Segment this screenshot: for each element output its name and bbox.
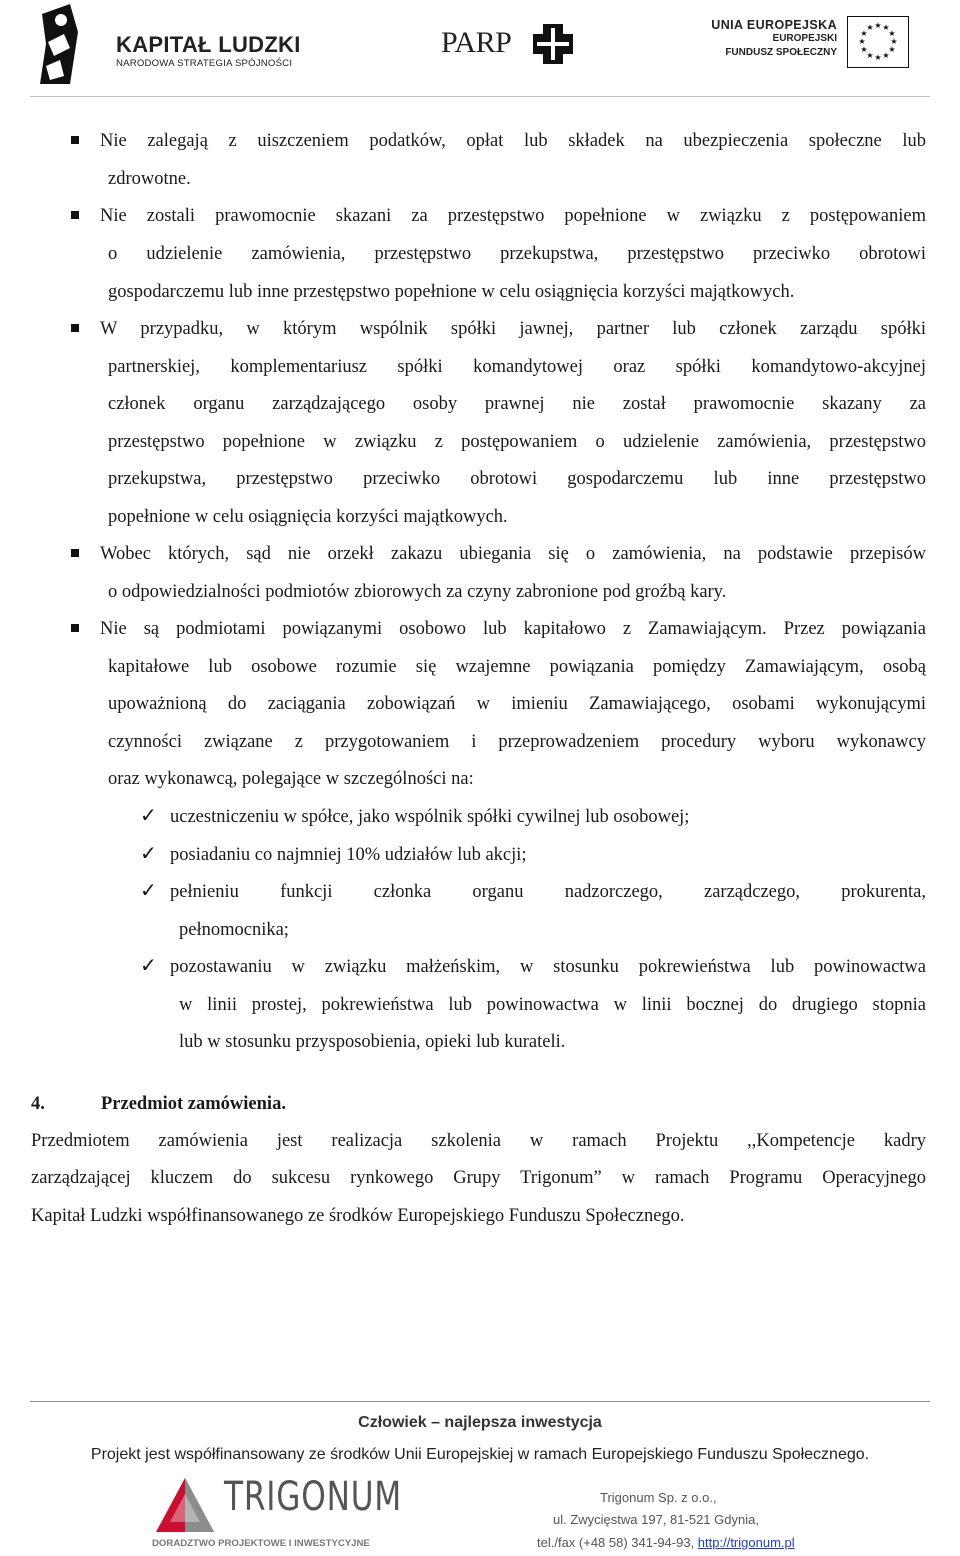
svg-text:★: ★ [890, 37, 898, 46]
svg-text:★: ★ [882, 51, 890, 60]
bullet-square-icon [71, 211, 79, 219]
parp-text: PARP [441, 26, 512, 59]
svg-text:★: ★ [882, 23, 890, 32]
parp-emblem-icon [533, 24, 573, 64]
bullet-square-icon [71, 624, 79, 632]
bullet-3-line-4: przestępstwo popełnione w związku z postępowaniem o udzielenie zamówienia, przestępstwo [108, 432, 926, 452]
parp-logo [441, 24, 575, 68]
check-4-line-2: w linii prostej, pokrewieństwa lub powinowactwa w linii bocznej do drugiego stopnia [179, 995, 926, 1015]
check-4-line-1: pozostawaniu w związku małżeńskim, w stosunku pokrewieństwa lub powinowactwa [170, 957, 926, 977]
kapital-ludzki-logo [40, 4, 310, 86]
checkmark-icon: ✓ [140, 803, 157, 827]
bullet-5-line-3: upoważnioną do zaciągania zobowiązań w imieniu Zamawiającego, osobami wykonującymi [108, 694, 926, 714]
kapital-ludzki-title: KAPITAŁ LUDZKI [116, 32, 301, 57]
bullet-1-line-2: zdrowotne. [108, 169, 191, 189]
footer-address: ul. Zwycięstwa 197, 81-521 Gdynia, [553, 1512, 759, 1527]
bullet-square-icon [71, 324, 79, 332]
svg-text:★: ★ [874, 53, 882, 62]
section-line-1: Przedmiotem zamówienia jest realizacja szkolenia w ramach Projektu ,,Kompetencje kadry [31, 1131, 926, 1151]
section-number: 4. [31, 1094, 45, 1114]
bullet-5-line-2: kapitałowe lub osobowe rozumie się wzajemne powiązania pomiędzy Zamawiającym, osobą [108, 657, 926, 677]
bullet-square-icon [71, 549, 79, 557]
bullet-4-line-2: o odpowiedzialności podmiotów zbiorowych za czyny zabronione pod groźbą kary. [108, 582, 727, 602]
page-header [0, 0, 960, 96]
footer-company: Trigonum Sp. z o.o., [600, 1490, 717, 1505]
bullet-3-line-6: popełnione w celu osiągnięcia korzyści majątkowych. [108, 507, 508, 527]
section-line-3: Kapitał Ludzki współfinansowanego ze środków Europejskiego Funduszu Społecznego. [31, 1206, 685, 1226]
kapital-ludzki-subtitle: NARODOWA STRATEGIA SPÓJNOŚCI [116, 58, 293, 69]
bullet-square-icon [71, 136, 79, 144]
svg-text:★: ★ [858, 37, 866, 46]
section-title: Przedmiot zamówienia. [101, 1094, 286, 1114]
eu-flag-icon [847, 16, 909, 68]
check-2-line-1: posiadaniu co najmniej 10% udziałów lub akcji; [170, 845, 527, 865]
eu-fund-label-1: EUROPEJSKI [772, 33, 837, 44]
trigonum-logo [152, 1474, 403, 1554]
svg-text:★: ★ [888, 29, 896, 38]
footer-motto: Człowiek – najlepsza inwestycja [358, 1414, 602, 1431]
check-3-line-1: pełnieniu funkcji członka organu nadzorczego, zarządczego, prokurenta, [170, 882, 926, 902]
trigonum-pyramid-icon [154, 1476, 216, 1538]
bullet-5-line-4: czynności związane z przygotowaniem i przeprowadzeniem procedury wyboru wykonawcy [108, 732, 926, 752]
svg-text:★: ★ [866, 23, 874, 32]
footer-website-link[interactable]: http://trigonum.pl [697, 1535, 795, 1550]
checkmark-icon: ✓ [140, 953, 157, 977]
bullet-5-line-5: oraz wykonawcą, polegające w szczególności na: [108, 769, 474, 789]
check-4-line-3: lub w stosunku przysposobienia, opieki lub kurateli. [179, 1032, 566, 1052]
bullet-3-line-5: przekupstwa, przestępstwo przeciwko obrotowi gospodarczemu lub inne przestępstwo [108, 469, 926, 489]
checkmark-icon: ✓ [140, 878, 157, 902]
svg-text:★: ★ [888, 45, 896, 54]
bullet-2-line-2: o udzielenie zamówienia, przestępstwo przekupstwa, przestępstwo przeciwko obrotowi [108, 244, 926, 264]
footer-contact [537, 1535, 795, 1550]
bullet-1-line-1: Nie zalegają z uiszczeniem podatków, opłat lub składek na ubezpieczenia społeczne lub [100, 131, 926, 151]
check-1-line-1: uczestniczeniu w spółce, jako wspólnik spółki cywilnej lub osobowej; [170, 807, 690, 827]
svg-text:★: ★ [860, 29, 868, 38]
bullet-5-line-1: Nie są podmiotami powiązanymi osobowo lub kapitałowo z Zamawiającym. Przez powiązania [100, 619, 926, 639]
bullet-2-line-3: gospodarczemu lub inne przestępstwo popełnione w celu osiągnięcia korzyści majątkowych. [108, 282, 795, 302]
svg-text:★: ★ [874, 21, 882, 30]
footer-project-note: Projekt jest współfinansowany ze środków Unii Europejskiej w ramach Europejskiego Funduszu Społecznego. [90, 1446, 870, 1463]
bullet-3-line-3: członek organu zarządzającego osoby prawnej nie został prawomocnie skazany za [108, 394, 926, 414]
svg-text:★: ★ [866, 51, 874, 60]
trigonum-wordmark: TRIGONUM [224, 1474, 403, 1520]
bullet-4-line-1: Wobec których, sąd nie orzekł zakazu ubiegania się o zamówienia, na podstawie przepisów [100, 544, 926, 564]
bullet-3-line-1: W przypadku, w którym wspólnik spółki jawnej, partner lub członek zarządu spółki [100, 319, 926, 339]
eu-union-label: UNIA EUROPEJSKA [711, 18, 837, 32]
check-3-line-2: pełnomocnika; [179, 920, 289, 940]
bullet-3-line-2: partnerskiej, komplementariusz spółki komandytowej oraz spółki komandytowo-akcyjnej [108, 357, 926, 377]
checkmark-icon: ✓ [140, 841, 157, 865]
header-divider [30, 96, 930, 97]
footer-divider [30, 1401, 930, 1402]
svg-text:★: ★ [860, 45, 868, 54]
eu-fund-label-2: FUNDUSZ SPOŁECZNY [725, 47, 837, 58]
bullet-2-line-1: Nie zostali prawomocnie skazani za przestępstwo popełnione w związku z postępowaniem [100, 206, 926, 226]
trigonum-tagline: DORADZTWO PROJEKTOWE I INWESTYCYJNE [152, 1538, 370, 1549]
footer-phone: tel./fax (+48 58) 341-94-93, [537, 1535, 698, 1550]
eu-logo [711, 18, 935, 72]
section-line-2: zarządzającej kluczem do sukcesu rynkowego Grupy Trigonum” w ramach Programu Operacyjnego [31, 1168, 926, 1188]
kapital-ludzki-emblem-icon [40, 4, 80, 84]
